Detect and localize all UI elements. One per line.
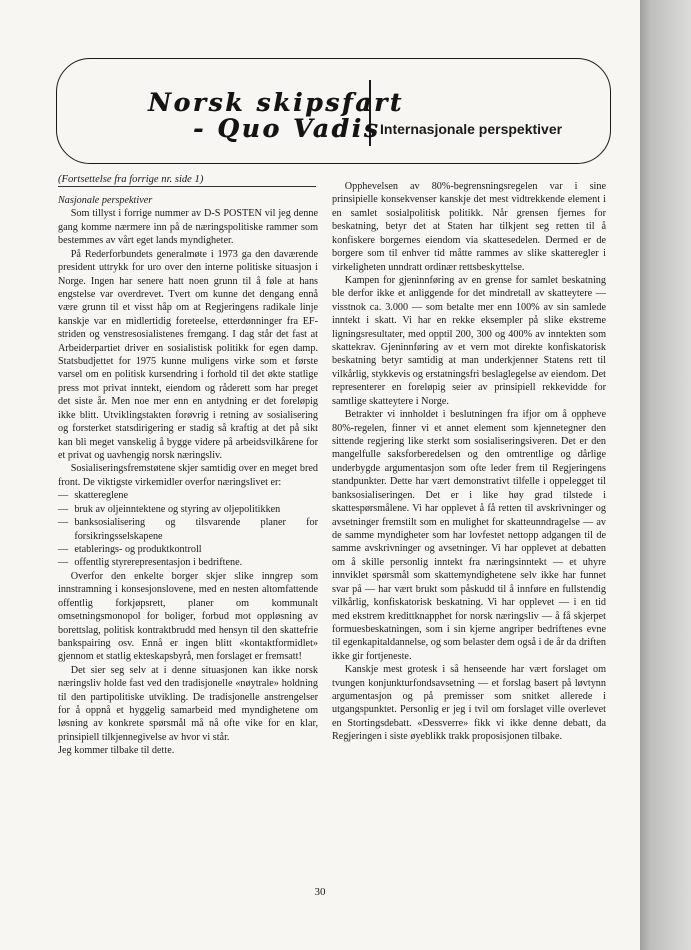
- instrument-list: [58, 489, 318, 570]
- list-item: — bruk av oljeinntektene og styring av oljepolitikken: [58, 503, 281, 515]
- paragraph: På Rederforbundets generalmøte i 1973 ga den daværende president uttrykk for uro over den interne politiske situasjon i Norge. Ingen har senere hatt noen grunn til å føle at hans engstelse var overdrevet. Tvert om kunne det dengang ennå være grunn til et visst håp om at Regjeringens radikale linje kanskje var en midlertidig foreteelse, etterdønninger fra EF-striden og venstresosialistenes fremgang. I dag står det fast at Arbeiderpartiet driver en sosialistisk politikk for egen damp. Statsbudjettet for 1975 kunne muligens virke som et første varsel om en politisk kursendring i forhold til det økte statlige press mot privat inntekt, eiendom og råderett som har preget det siste år. Men noe mer enn en antydning er det foreløpig ikke blitt. Utviklingstakten forøvrig i retning av sosialisering og forsterket statsdirigering er stadig så kraftig at det på sikt kan bli meget vanskelig å bygge videre på arbeidsvilkårene for et privat og uavhengig norsk næringsliv.: [58, 248, 318, 462]
- continuation-note: (Fortsettelse fra forrige nr. side 1): [58, 174, 204, 185]
- paragraph: Sosialiseringsfremstøtene skjer samtidig over en meget bred front. De viktigste virkemidler overfor næringslivet er:: [58, 463, 318, 488]
- paragraph: Jeg kommer tilbake til dette.: [58, 745, 175, 757]
- section-heading: Nasjonale perspektiver: [58, 195, 153, 206]
- paragraph: Som tillyst i forrige nummer av D-S POSTEN vil jeg denne gang komme nærmere inn på de næringspolitiske rammer som bestemmes av vårt eget lands myndigheter.: [58, 208, 318, 247]
- paragraph: Betrakter vi innholdet i beslutningen fra ifjor om å oppheve 80%-regelen, finner vi et annet element som kjennetegner den sittende regjering like sterkt som sosialiseringsiveren. Det er den mangelfulle saksforberedelsen og den omtrentlige og dårlige underbygde argumentasjon som ofte leder frem til Regjeringens standpunkter. Dette har vært demonstrativt tilfelle i oppelegget til banksosialiseringen. Det er i like høy grad tilstede i skattespørsmålene. Vi har opplevet å få retten til avskrivninger og avsetninger fremstilt som en mulighet for skatteunndragelse — av de samme myndigheter som har lovfestet nettopp adgangen til de samme avskrivninger og avsetninger. Vi har opplevet at debatten om å skille personlig inntekt fra næringsinntekt — et uhyre innviklet spørsmål som skattemyndighetene selv ikke har funnet svar på — har vært brukt som påskudd til å innføre en fullstendig vilkårlig, konfiskatorisk beskatning. Vi har opplevet — i en tid med ekstrem kredittknapphet for norsk næringsliv — å få skjerpet formuesbeskatningen, som i sin kjerne angriper bedriftenes evne til egenkapitaldannelse, og som belaster dem også i de år da driften ikke gir fortjeneste.: [332, 409, 606, 662]
- left-column: [58, 194, 318, 758]
- paragraph: Opphevelsen av 80%-begrensningsregelen var i sine prinsipielle konsekvenser kanskje det mest vidtrekkende element i en samlet sosialpolitisk politikk. Når grensen fjernes for beskatning, betyr det at Staten har tilkjent seg retten til å konfiskere borgernes eiendom via skattesedelen. Dermed er de borgere som til enhver tid måtte rammes av slike skatteregler i virkeligheten unndratt ordinær rettsbeskyttelse.: [332, 181, 606, 273]
- list-item: — etablerings- og produktkontroll: [58, 543, 202, 555]
- paragraph: Det sier seg selv at i denne situasjonen kan ikke norsk næringsliv holde fast ved den tradisjonelle «nøytrale» holdning til den partipolitiske utvikling. De tradisjonelle anstrengelser for å oppnå et hyggelig samarbeid med myndighetene om løsning av konkrete spørsmål må nå ofte vike for en klar, prinsipiell tilkjennegivelse av hvor vi står.: [58, 664, 318, 743]
- paragraph: Kampen for gjeninnføring av en grense for samlet beskatning ble derfor ikke et anliggende for det mindretall av skatteytere — visstnok ca. 3.000 — som betalte mer enn 100% av sin samlede inntekt i skatt. Vi har en rekke eksempler på slike ekstreme ligningsresultater, med opptil 200, 300 og 400% av inntekten som skattekrav. Gjeninnføring av et vern mot direkte konfiskatorisk beskatning betyr samtidig at man underkjenner Statens rett til vilkårlig, stykkevis og erstatningsfri beslaglegelse av eiendom. Det representerer en foreløpig seier av prinsipiell rekkevidde for samtlige skatteytere i Norge.: [332, 274, 606, 407]
- page-number: 30: [314, 886, 326, 898]
- list-item: — offentlig styrerepresentasjon i bedriftene.: [58, 557, 243, 569]
- continuation-rule: [58, 186, 316, 187]
- list-item: — skattereglene: [58, 490, 129, 502]
- article-title-line2: - Quo Vadis: [193, 114, 381, 143]
- paragraph: Kanskje mest grotesk i så henseende har vært forslaget om tvungen konjunkturfondsavsetning — et forslag basert på løvtynn argumentasjon og på premisser som snitket allerede i utgangspunktet. Personlig er jeg i tvil om forslaget ville overlevet en Stortingsdebatt. «Dessverre» fikk vi ikke denne debatt, da Regjeringen i siste øyeblikk trakk proposisjonen tilbake.: [332, 664, 606, 743]
- article-subtitle: Internasjonale perspektiver: [380, 121, 563, 137]
- article-title: Norsk skipsfart: [148, 88, 404, 117]
- right-column: [332, 180, 606, 744]
- page-edge-shadow: [640, 0, 691, 950]
- list-item: — banksosialisering og tilsvarende planer for forsikringsselskapene: [58, 517, 318, 542]
- paragraph: Overfor den enkelte borger skjer slike inngrep som innstramning i konsesjonslovene, med en nesten altomfattende offentlig forkjøpsrett, planer om kommunalt omsetningsmonopol for boliger, forbud mot oppløsning av borettslag, politisk kontraktbrudd med hensyn til den skattefrie bankspairing osv. Ennå er ingen blitt «kontaktformidlet» gjennom et statlig ekteskapsbyrå, men forslaget er fremsatt!: [58, 570, 318, 663]
